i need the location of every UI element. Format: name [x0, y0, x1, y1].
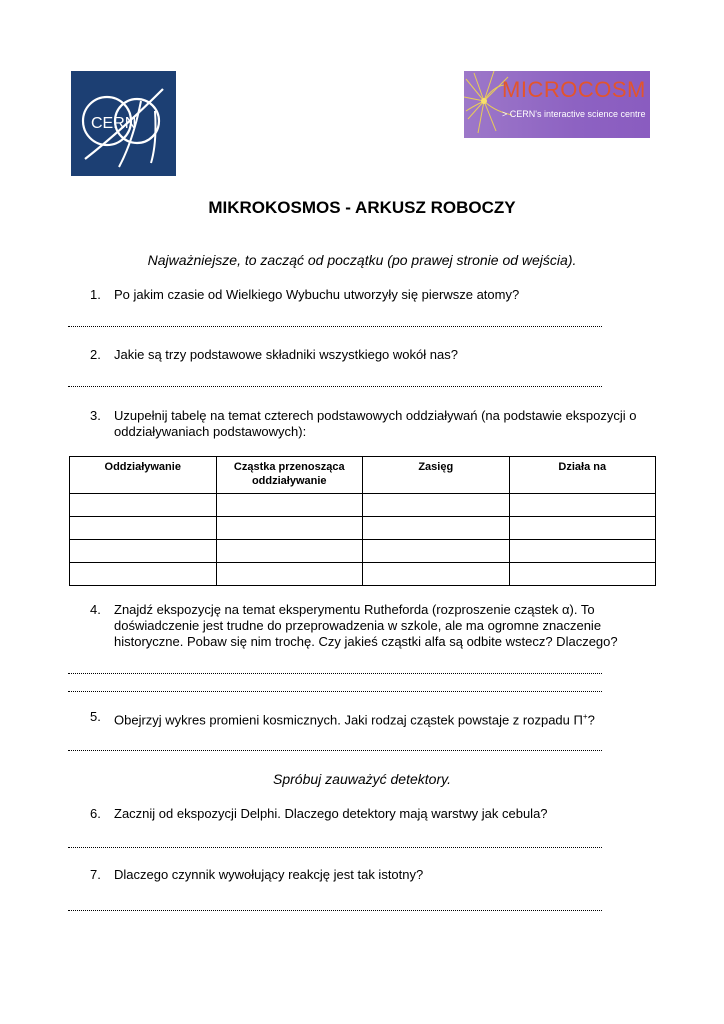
- question-number: 7.: [90, 867, 101, 882]
- table-cell[interactable]: [509, 494, 656, 517]
- table-cell[interactable]: [509, 517, 656, 540]
- microcosm-title: MICROCOSM: [502, 77, 646, 102]
- question-text-end: ?: [587, 712, 595, 728]
- header-interaction: Oddziaływanie: [70, 457, 217, 494]
- table-row: [70, 494, 656, 517]
- question-text: Jakie są trzy podstawowe składniki wszystkiego wokół nas?: [114, 347, 458, 362]
- question-text: Zacznij od ekspozycji Delphi. Dlaczego detektory mają warstwy jak cebula?: [114, 806, 548, 821]
- question-7: [90, 867, 660, 883]
- answer-line-2[interactable]: [68, 378, 602, 387]
- question-number: 1.: [90, 287, 101, 302]
- table-cell[interactable]: [363, 540, 510, 563]
- question-number: 4.: [90, 602, 101, 617]
- question-text: Znajdź ekspozycję na temat eksperymentu Rutheforda (rozproszenie cząstek α). To doświadczenie jest trudne do przeprowadzenia w szkole, ale ma ogromne znaczenie historyczne. Pobaw się nim trochę. Czy jakieś cząstki alfa są odbite wstecz? Dlaczego?: [114, 602, 618, 649]
- table-cell[interactable]: [70, 540, 217, 563]
- question-1: [90, 287, 660, 303]
- question-text: Po jakim czasie od Wielkiego Wybuchu utworzyły się pierwsze atomy?: [114, 287, 520, 302]
- question-6: [90, 806, 660, 822]
- table-cell[interactable]: [509, 540, 656, 563]
- question-text: Dlaczego czynnik wywołujący reakcję jest tak istotny?: [114, 867, 424, 882]
- question-text: [90, 709, 660, 728]
- cern-logo-graphic: [71, 71, 176, 176]
- question-5: [90, 709, 660, 728]
- table-cell[interactable]: [216, 540, 363, 563]
- table-row: [70, 517, 656, 540]
- table-cell[interactable]: [509, 563, 656, 586]
- table-cell[interactable]: [363, 494, 510, 517]
- question-text: Uzupełnij tabelę na temat czterech podstawowych oddziaływań (na podstawie ekspozycji o oddziaływaniach podstawowych):: [114, 408, 637, 439]
- question-number: 6.: [90, 806, 101, 821]
- interactions-table: [69, 456, 656, 586]
- cern-logo-text: CERN: [91, 115, 137, 132]
- table-cell[interactable]: [216, 563, 363, 586]
- answer-line-5[interactable]: [68, 742, 602, 751]
- section-intro: Najważniejsze, to zacząć od początku (po prawej stronie od wejścia).: [147, 252, 577, 268]
- table-cell[interactable]: [363, 563, 510, 586]
- question-2: [90, 347, 660, 363]
- answer-line-4a[interactable]: [68, 665, 602, 674]
- answer-line-4b[interactable]: [68, 683, 602, 692]
- question-text-superscript: +: [582, 712, 588, 721]
- table-cell[interactable]: [216, 494, 363, 517]
- page-title: MIKROKOSMOS - ARKUSZ ROBOCZY: [208, 198, 516, 217]
- question-text-main: Obejrzyj wykres promieni kosmicznych. Jaki rodzaj cząstek powstaje z rozpadu Π: [114, 712, 583, 728]
- answer-line-6[interactable]: [68, 839, 602, 848]
- table-cell[interactable]: [70, 563, 217, 586]
- section-detectors: Spróbuj zauważyć detektory.: [273, 771, 451, 787]
- header-carrier-particle: Cząstka przenosząca oddziaływanie: [216, 457, 363, 494]
- microcosm-logo: [464, 71, 650, 138]
- question-number: 2.: [90, 347, 101, 362]
- microcosm-subtitle: > CERN's interactive science centre: [502, 109, 646, 119]
- table-cell[interactable]: [70, 517, 217, 540]
- header-acts-on: Działa na: [509, 457, 656, 494]
- question-3: [90, 408, 660, 440]
- table-cell[interactable]: [363, 517, 510, 540]
- cern-logo: [71, 71, 176, 176]
- header-range: Zasięg: [363, 457, 510, 494]
- table-row: [70, 540, 656, 563]
- question-4: [90, 602, 660, 650]
- table-cell[interactable]: [216, 517, 363, 540]
- question-number: 3.: [90, 408, 101, 423]
- table-cell[interactable]: [70, 494, 217, 517]
- answer-line-1[interactable]: [68, 318, 602, 327]
- table-row: [70, 563, 656, 586]
- table-header-row: [70, 457, 656, 494]
- question-number: 5.: [90, 709, 101, 724]
- answer-line-7[interactable]: [68, 902, 602, 911]
